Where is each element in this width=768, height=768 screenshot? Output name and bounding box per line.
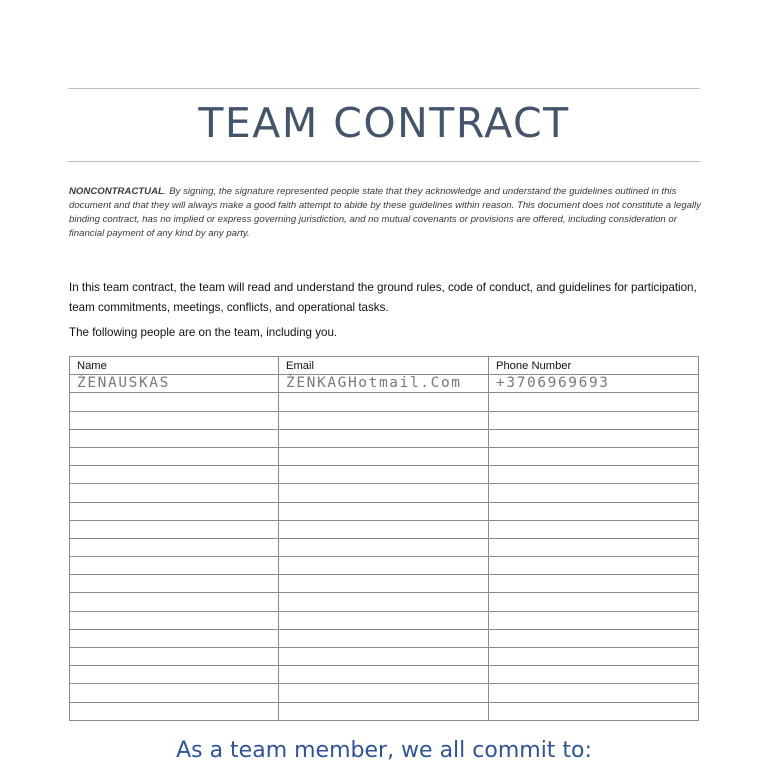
table-row: [70, 666, 699, 684]
document-title: TEAM CONTRACT: [198, 99, 570, 147]
phone-cell[interactable]: [489, 593, 699, 611]
name-cell[interactable]: [70, 666, 279, 684]
email-cell[interactable]: [279, 593, 489, 611]
phone-cell[interactable]: [489, 520, 699, 538]
phone-cell[interactable]: [489, 575, 699, 593]
email-cell[interactable]: [279, 575, 489, 593]
phone-cell[interactable]: [489, 447, 699, 465]
name-cell[interactable]: [70, 393, 279, 411]
table-row: [70, 520, 699, 538]
table-header-row: [70, 357, 699, 375]
email-cell[interactable]: [279, 520, 489, 538]
title-divider: [68, 161, 700, 162]
table-row: [70, 429, 699, 447]
email-cell[interactable]: [279, 648, 489, 666]
email-cell[interactable]: [279, 666, 489, 684]
email-cell[interactable]: [279, 411, 489, 429]
email-cell[interactable]: [279, 484, 489, 502]
phone-cell[interactable]: [489, 648, 699, 666]
column-header-name: Name: [70, 357, 279, 375]
top-divider: [68, 88, 700, 89]
email-cell[interactable]: [279, 702, 489, 720]
email-cell[interactable]: [279, 447, 489, 465]
email-cell[interactable]: [279, 429, 489, 447]
phone-cell[interactable]: [489, 393, 699, 411]
email-cell[interactable]: [279, 466, 489, 484]
email-cell[interactable]: [279, 557, 489, 575]
email-cell[interactable]: [279, 502, 489, 520]
phone-cell[interactable]: [489, 611, 699, 629]
name-cell[interactable]: [70, 484, 279, 502]
phone-cell[interactable]: [489, 702, 699, 720]
name-cell[interactable]: [70, 575, 279, 593]
phone-cell[interactable]: [489, 411, 699, 429]
email-cell[interactable]: [279, 629, 489, 647]
table-row: [70, 484, 699, 502]
disclaimer-label: NONCONTRACTUAL: [69, 186, 164, 197]
name-cell[interactable]: [70, 375, 279, 393]
name-cell[interactable]: [70, 593, 279, 611]
table-row: [70, 593, 699, 611]
table-row: [70, 411, 699, 429]
email-cell[interactable]: [279, 375, 489, 393]
table-row: [70, 375, 699, 393]
email-cell[interactable]: [279, 684, 489, 702]
handwritten-phone: +3706969693: [496, 374, 610, 391]
name-cell[interactable]: [70, 411, 279, 429]
name-cell[interactable]: [70, 684, 279, 702]
team-members-intro: The following people are on the team, including you.: [69, 326, 338, 339]
team-members-table: [69, 356, 699, 721]
table-row: [70, 538, 699, 556]
email-cell[interactable]: [279, 538, 489, 556]
name-cell[interactable]: [70, 429, 279, 447]
name-cell[interactable]: [70, 611, 279, 629]
phone-cell[interactable]: [489, 484, 699, 502]
phone-cell[interactable]: [489, 684, 699, 702]
phone-cell[interactable]: [489, 557, 699, 575]
intro-paragraph: In this team contract, the team will read and understand the ground rules, code of conduct, and guidelines for participation, team commitments, meetings, conflicts, and operational tasks.: [69, 281, 697, 314]
name-cell[interactable]: [70, 702, 279, 720]
name-cell[interactable]: [70, 447, 279, 465]
phone-cell[interactable]: [489, 666, 699, 684]
table-row: [70, 502, 699, 520]
table-row: [70, 447, 699, 465]
name-cell[interactable]: [70, 466, 279, 484]
table-row: [70, 648, 699, 666]
table-row: [70, 466, 699, 484]
table-row: [70, 557, 699, 575]
table-row: [70, 575, 699, 593]
table-row: [70, 611, 699, 629]
table-row: [70, 393, 699, 411]
handwritten-name: ŽENAUSKAS: [77, 374, 170, 391]
column-header-email: Email: [279, 357, 489, 375]
email-cell[interactable]: [279, 611, 489, 629]
table-row: [70, 629, 699, 647]
table-row: [70, 684, 699, 702]
email-cell[interactable]: [279, 393, 489, 411]
name-cell[interactable]: [70, 648, 279, 666]
phone-cell[interactable]: [489, 538, 699, 556]
commitments-heading: As a team member, we all commit to:: [176, 738, 592, 763]
name-cell[interactable]: [70, 520, 279, 538]
disclaimer-text: . By signing, the signature represented people state that they acknowledge and understand the guidelines outlined in this document and that they will always make a good faith attempt to abide by these guidelines within reason. This document does not constitute a legally binding contract, has no implied or express governing jurisdiction, and no mutual covenants or provisions are offered, including consideration or financial payment of any kind by any party.: [69, 186, 701, 239]
phone-cell[interactable]: [489, 466, 699, 484]
phone-cell[interactable]: [489, 429, 699, 447]
name-cell[interactable]: [70, 629, 279, 647]
name-cell[interactable]: [70, 502, 279, 520]
name-cell[interactable]: [70, 538, 279, 556]
phone-cell[interactable]: [489, 375, 699, 393]
column-header-phone: Phone Number: [489, 357, 699, 375]
phone-cell[interactable]: [489, 629, 699, 647]
disclaimer-paragraph: [69, 185, 709, 241]
table-row: [70, 702, 699, 720]
phone-cell[interactable]: [489, 502, 699, 520]
handwritten-email: ŽENKAGHotmail.Com: [286, 374, 462, 391]
name-cell[interactable]: [70, 557, 279, 575]
